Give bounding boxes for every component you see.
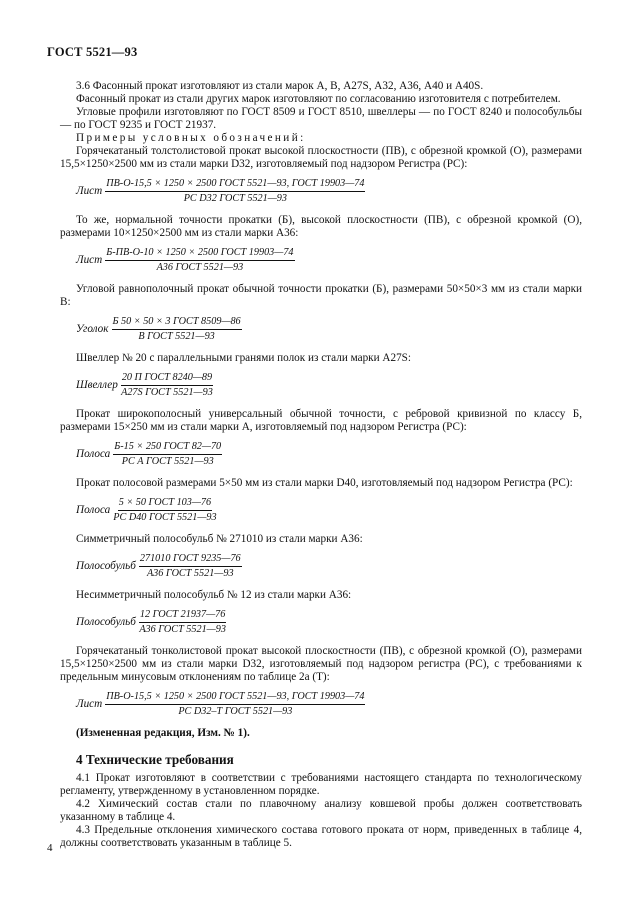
formula-label: Швеллер bbox=[76, 379, 118, 391]
formula-label: Уголок bbox=[76, 323, 109, 335]
amendment-note: (Измененная редакция, Изм. № 1). bbox=[76, 727, 250, 739]
formula-fraction bbox=[105, 691, 365, 718]
formula-denominator: РС D32–Т ГОСТ 5521—93 bbox=[178, 706, 293, 717]
formula-numerator: 5 × 50 ГОСТ 103—76 bbox=[118, 497, 212, 511]
formula-denominator: А27S ГОСТ 5521—93 bbox=[121, 387, 213, 398]
designation-formula bbox=[76, 441, 582, 468]
document-header: ГОСТ 5521—93 bbox=[47, 45, 138, 59]
paragraph-4-2: 4.2 Химический состав стали по плавочному анализу ковшевой пробы должен соответствовать указанному в таблице 4. bbox=[60, 798, 582, 823]
formula-numerator: ПВ-О-15,5 × 1250 × 2500 ГОСТ 5521—93, ГОСТ 19903—74 bbox=[105, 178, 365, 192]
example-text: Несимметричный полособульб № 12 из стали марки А36: bbox=[76, 589, 352, 601]
formula-fraction bbox=[121, 372, 213, 399]
formula-label: Лист bbox=[76, 698, 103, 710]
formula-fraction bbox=[113, 441, 222, 468]
paragraph-4-1: 4.1 Прокат изготовляют в соответствии с требованиями настоящего стандарта по технологическому регламенту, утвержденному в установленном порядке. bbox=[60, 772, 582, 797]
paragraph: Угловые профили изготовляют по ГОСТ 8509 и ГОСТ 8510, швеллеры — по ГОСТ 8240 и полособульбы — по ГОСТ 9235 и ГОСТ 21937. bbox=[60, 106, 582, 131]
example-text: То же, нормальной точности прокатки (Б), высокой плоскостности (ПВ), с обрезной кромкой (О), размерами 10×1250×2500 мм из стали марки А36: bbox=[60, 214, 582, 239]
formula-denominator: РС А ГОСТ 5521—93 bbox=[121, 456, 214, 467]
formula-numerator: 20 П ГОСТ 8240—89 bbox=[121, 372, 213, 386]
example-text: Прокат широкополосный универсальный обычной точности, с ребровой кривизной по классу Б, размерами 15×250 мм из стали марки А, изготовляемый под надзором Регистра (РС): bbox=[60, 408, 582, 433]
formula-denominator: А36 ГОСТ 5521—93 bbox=[146, 568, 234, 579]
formula-denominator: РС D40 ГОСТ 5521—93 bbox=[113, 512, 217, 523]
paragraph-3-6: 3.6 Фасонный прокат изготовляют из стали марок А, В, А27S, А32, А36, А40 и А40S. bbox=[76, 80, 484, 92]
formula-fraction bbox=[113, 497, 216, 524]
document-body bbox=[60, 80, 582, 850]
designation-formula bbox=[76, 691, 582, 718]
example-text: Швеллер № 20 с параллельными гранями полок из стали марки А27S: bbox=[76, 352, 411, 364]
formula-denominator: РС D32 ГОСТ 5521—93 bbox=[183, 193, 287, 204]
formula-fraction bbox=[105, 178, 365, 205]
formula-fraction bbox=[112, 316, 242, 343]
example-text: Угловой равнополочный прокат обычной точности прокатки (Б), размерами 50×50×3 мм из стали марки В: bbox=[60, 283, 582, 308]
formula-fraction bbox=[105, 247, 294, 274]
formula-fraction bbox=[139, 553, 242, 580]
formula-numerator: Б 50 × 50 × 3 ГОСТ 8509—86 bbox=[112, 316, 242, 330]
formula-denominator: А36 ГОСТ 5521—93 bbox=[139, 624, 226, 635]
page-number: 4 bbox=[47, 842, 53, 854]
examples-heading: Примеры условных обозначений: bbox=[76, 132, 306, 144]
designation-formula bbox=[76, 372, 582, 399]
example-text: Симметричный полособульб № 271010 из стали марки А36: bbox=[76, 533, 363, 545]
example-text: Прокат полосовой размерами 5×50 мм из стали марки D40, изготовляемый под надзором Регистра (РС): bbox=[76, 477, 573, 489]
designation-formula bbox=[76, 247, 582, 274]
formula-numerator: 12 ГОСТ 21937—76 bbox=[139, 609, 226, 623]
formula-label: Полоса bbox=[76, 448, 111, 460]
formula-label: Лист bbox=[76, 185, 103, 197]
example-text: Горячекатаный толстолистовой прокат высокой плоскостности (ПВ), с обрезной кромкой (О), размерами 15,5×1250×2500 мм из стали марки D32, изготовляемый под надзором Регистра (РС): bbox=[60, 145, 582, 170]
formula-label: Полоса bbox=[76, 504, 111, 516]
paragraph-4-3: 4.3 Предельные отклонения химического состава готового проката от норм, приведенных в таблице 4, должны соответствовать указанным в таблице 5. bbox=[60, 824, 582, 849]
formula-numerator: Б-15 × 250 ГОСТ 82—70 bbox=[113, 441, 222, 455]
formula-numerator: 271010 ГОСТ 9235—76 bbox=[139, 553, 242, 567]
example-text: Горячекатаный тонколистовой прокат высокой плоскостности (ПВ), с обрезной кромкой (О), размерами 15,5×1250×2500 мм из стали марки D32, изготовляемый под надзором регистра (РС), с требованиями к предельным минусовым отклонениям по таблице 2а (Т): bbox=[60, 645, 582, 683]
formula-label: Лист bbox=[76, 254, 103, 266]
formula-numerator: Б-ПВ-О-10 × 1250 × 2500 ГОСТ 19903—74 bbox=[105, 247, 294, 261]
formula-denominator: В ГОСТ 5521—93 bbox=[138, 331, 215, 342]
designation-formula bbox=[76, 178, 582, 205]
formula-denominator: А36 ГОСТ 5521—93 bbox=[156, 262, 244, 273]
formula-fraction bbox=[139, 609, 226, 636]
paragraph: Фасонный прокат из стали других марок изготовляют по согласованию изготовителя с потребителем. bbox=[76, 93, 561, 105]
section-heading: 4 Технические требования bbox=[76, 752, 234, 767]
designation-formula bbox=[76, 497, 582, 524]
formula-label: Полособульб bbox=[76, 616, 136, 628]
formula-label: Полособульб bbox=[76, 560, 136, 572]
designation-formula bbox=[76, 609, 582, 636]
designation-formula bbox=[76, 316, 582, 343]
designation-formula bbox=[76, 553, 582, 580]
formula-numerator: ПВ-О-15,5 × 1250 × 2500 ГОСТ 5521—93, ГОСТ 19903—74 bbox=[105, 691, 365, 705]
